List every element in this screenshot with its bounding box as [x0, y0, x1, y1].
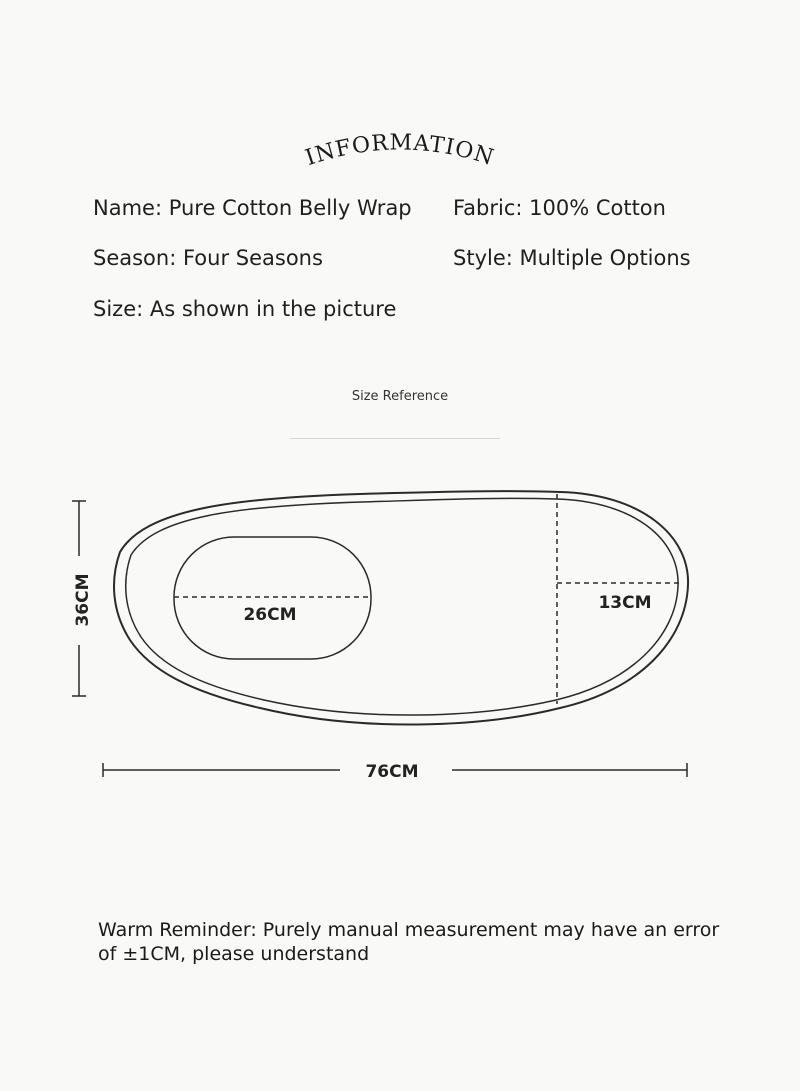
info-fabric: Fabric: 100% Cotton: [453, 196, 666, 220]
height-dimension-label: 36CM: [73, 573, 93, 627]
info-season: Season: Four Seasons: [93, 246, 323, 270]
size-reference-label: Size Reference: [351, 389, 449, 404]
side-dimension-label: 13CM: [598, 593, 652, 613]
length-dimension-label: 76CM: [365, 762, 419, 782]
info-style: Style: Multiple Options: [453, 246, 691, 270]
opening-dimension-label: 26CM: [243, 605, 297, 625]
wrap-outline-inner: [126, 498, 678, 715]
info-title-text: INFORMATION: [302, 130, 498, 172]
size-reference-divider: [290, 438, 500, 439]
info-size: Size: As shown in the picture: [93, 297, 397, 321]
warm-reminder: Warm Reminder: Purely manual measurement may have an error of ±1CM, please understand: [98, 919, 720, 965]
wrap-opening: [174, 537, 371, 659]
info-name: Name: Pure Cotton Belly Wrap: [93, 196, 412, 220]
info-title: [270, 118, 530, 188]
belly-wrap-diagram: [0, 480, 800, 800]
